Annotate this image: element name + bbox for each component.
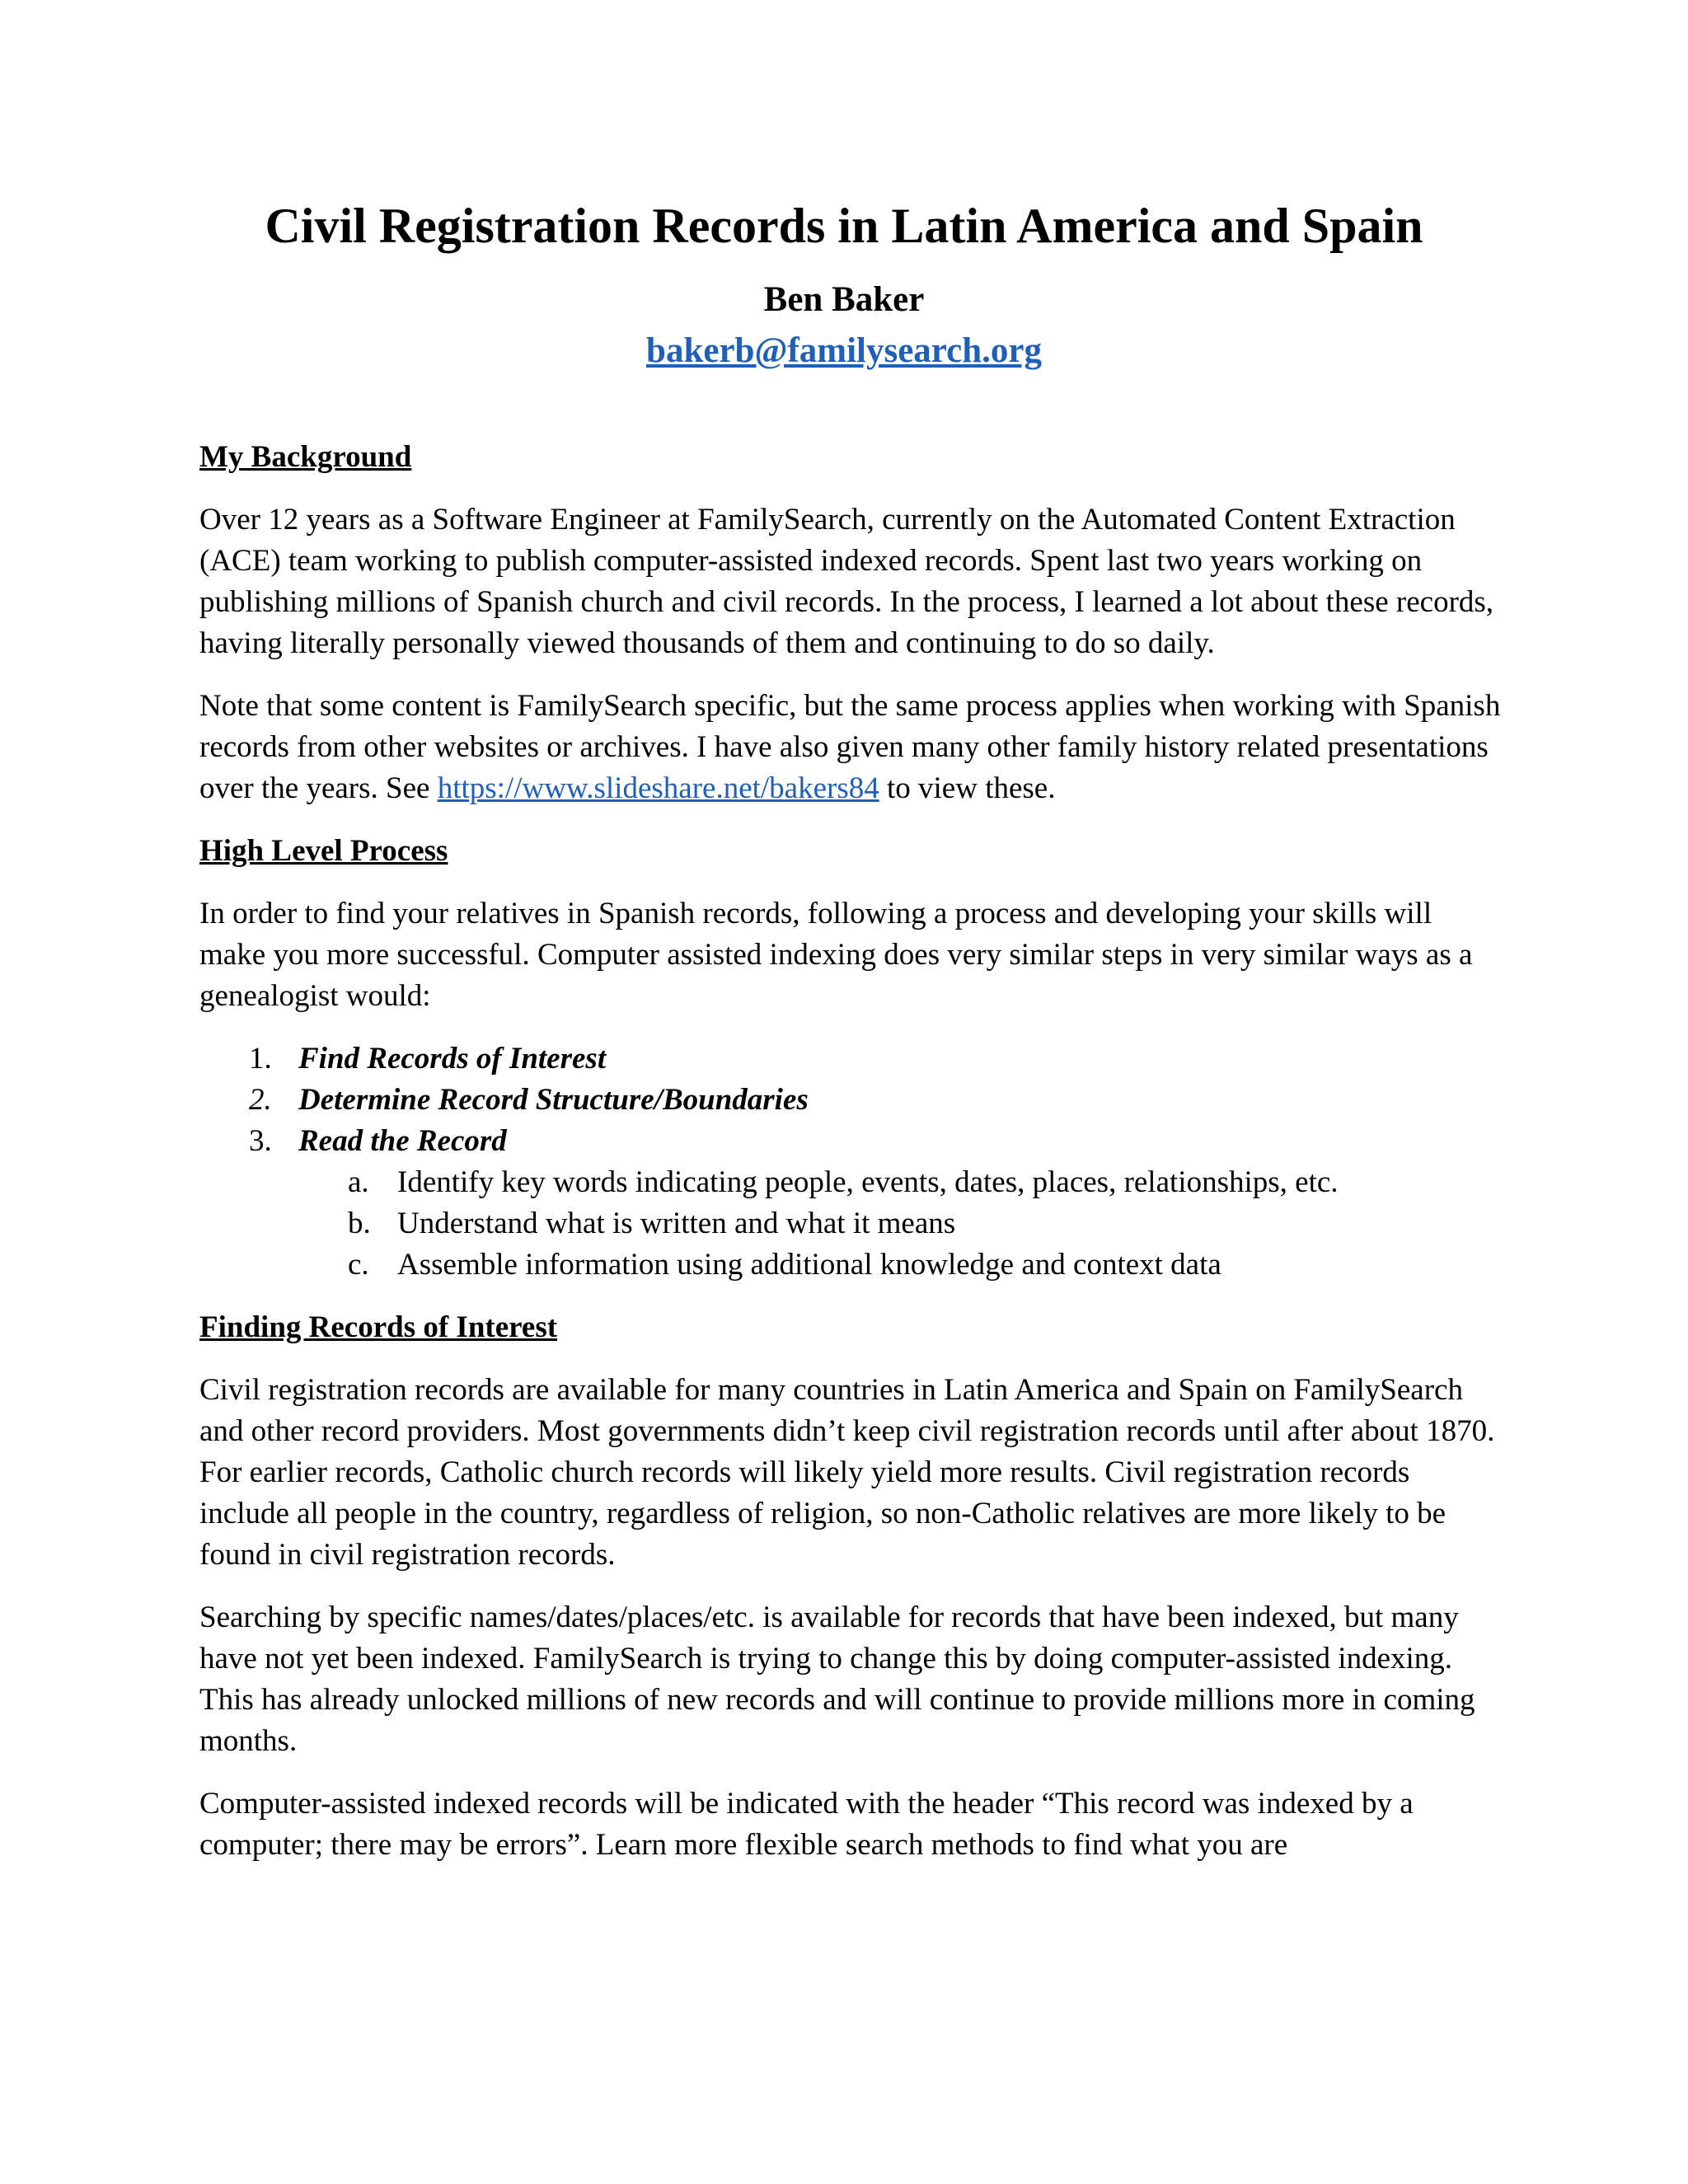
- section-heading-process: High Level Process: [199, 834, 448, 868]
- finding-paragraph-3: Computer-assisted indexed records will be indicated with the header “This record was indexed by a computer; there may be errors”. Learn more flexible search methods to find what you are: [199, 1787, 1414, 1862]
- background-paragraph-1: Over 12 years as a Software Engineer at FamilySearch, currently on the Automated Content Extraction (ACE) team working to publish computer-assisted indexed records. Spent last two years working on publishing millions of Spanish church and civil records. In the process, I learned a lot about these records, having literally personally viewed thousands of them and continuing to do so daily.: [199, 503, 1494, 660]
- document-body: [199, 437, 1502, 1887]
- finding-paragraph-2: Searching by specific names/dates/places/etc. is available for records that have been indexed, but many have not yet been indexed. FamilySearch is trying to change this by doing computer-assisted indexing. This has already unlocked millions of new records and will continue to provide millions more in coming months.: [199, 1601, 1475, 1758]
- step-label: Determine Record Structure/Boundaries: [298, 1083, 809, 1117]
- substep-letter: b.: [348, 1207, 371, 1240]
- list-item: [298, 1203, 1502, 1244]
- step-label: Read the Record: [298, 1124, 507, 1158]
- read-record-substeps: [298, 1162, 1502, 1286]
- list-item: [199, 1038, 1502, 1080]
- substep-text: Assemble information using additional knowledge and context data: [397, 1248, 1221, 1282]
- list-item: [298, 1162, 1502, 1203]
- step-label: Find Records of Interest: [298, 1042, 607, 1076]
- document-title: Civil Registration Records in Latin America and Spain: [265, 199, 1423, 253]
- step-number: 2.: [249, 1083, 272, 1117]
- section-heading-background: My Background: [199, 440, 412, 474]
- email-link[interactable]: bakerb@familysearch.org: [646, 331, 1042, 370]
- background-p2-text: Note that some content is FamilySearch specific, but the same process applies when working with Spanish records from other websites or archives. I have also given many other family history related presentations over the years. See: [199, 689, 1501, 805]
- list-item: [298, 1244, 1502, 1286]
- substep-letter: c.: [348, 1248, 369, 1282]
- step-number: 1.: [249, 1042, 272, 1076]
- list-item: [199, 1080, 1502, 1121]
- substep-text: Understand what is written and what it means: [397, 1207, 956, 1240]
- process-steps-list: [199, 1038, 1502, 1286]
- section-heading-finding: Finding Records of Interest: [199, 1310, 558, 1344]
- author-email: [0, 330, 1688, 373]
- list-item: [199, 1121, 1502, 1286]
- substep-letter: a.: [348, 1165, 369, 1199]
- background-p2-tail: to view these.: [879, 771, 1056, 805]
- slideshare-link[interactable]: https://www.slideshare.net/bakers84: [437, 771, 879, 805]
- author-name: Ben Baker: [763, 280, 925, 319]
- finding-paragraph-1: Civil registration records are available for many countries in Latin America and Spain on FamilySearch and other record providers. Most governments didn’t keep civil registration records until after about 1870. For earlier records, Catholic church records will likely yield more results. Civil registration records include all people in the country, regardless of religion, so non-Catholic relatives are more likely to be found in civil registration records.: [199, 1373, 1495, 1572]
- step-number: 3.: [249, 1124, 272, 1158]
- process-intro: In order to find your relatives in Spanish records, following a process and developing your skills will make you more successful. Computer assisted indexing does very similar steps in very similar ways as a genealogist would:: [199, 897, 1473, 1013]
- substep-text: Identify key words indicating people, events, dates, places, relationships, etc.: [397, 1165, 1339, 1199]
- background-paragraph-2: [199, 686, 1502, 809]
